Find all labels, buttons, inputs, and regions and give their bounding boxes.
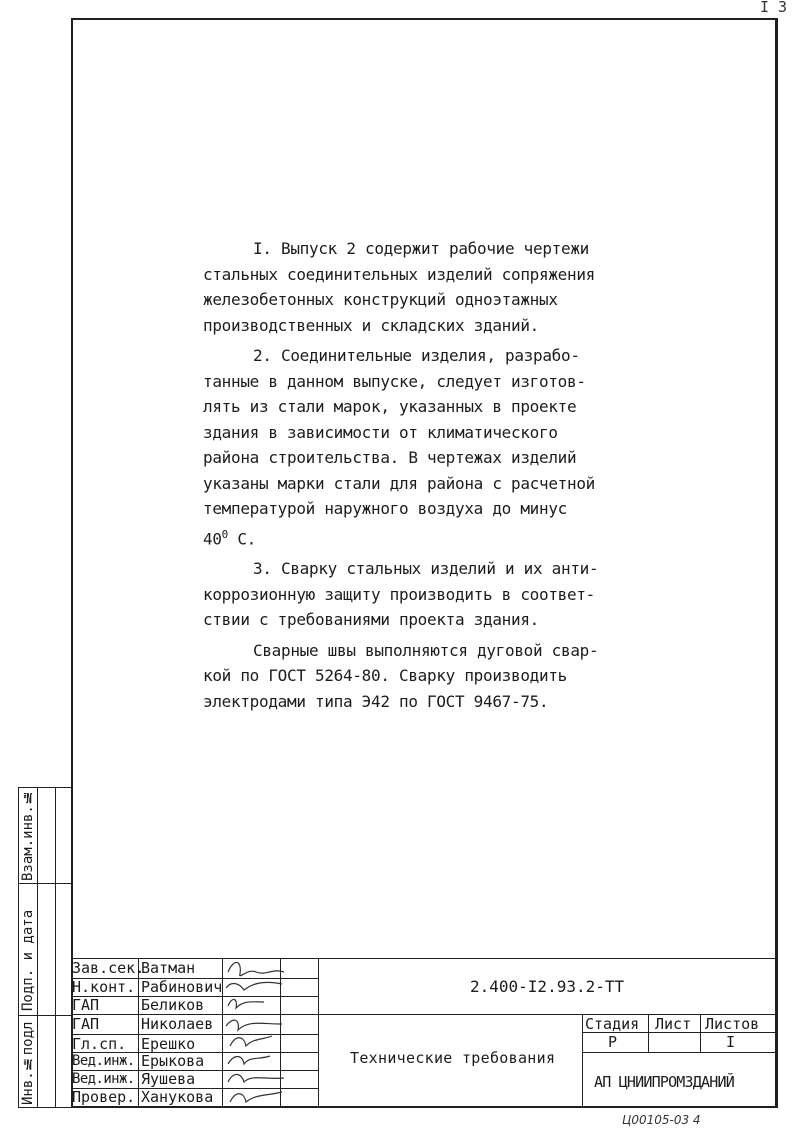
podp-data-label: Подп. и дата [20, 909, 36, 1011]
name-cell: Николаев [141, 1015, 214, 1033]
tb-divider [648, 1014, 649, 1052]
technical-requirements-text [203, 236, 643, 719]
strip-border [18, 787, 19, 1108]
tb-divider [700, 1014, 701, 1052]
role-cell: Вед.инж. [72, 1053, 135, 1069]
stage-header: Стадия [585, 1015, 640, 1033]
strip-divider [55, 787, 56, 1108]
strip-rule [18, 883, 71, 884]
text-line: лять из стали марок, указанных в проекте [203, 397, 577, 416]
tb-rule [582, 1052, 778, 1053]
role-cell: Н.конт. [72, 978, 136, 996]
strip-rule [18, 1015, 71, 1016]
signature-mark [230, 1092, 282, 1102]
paragraph-4 [203, 638, 643, 715]
signature-mark [228, 1074, 284, 1082]
role-cell: ГАП [72, 1015, 100, 1033]
vzam-inv-label: Взам.инв.№ [20, 789, 36, 881]
name-cell: Ватман [141, 959, 196, 977]
text-line: производственных и складских зданий. [203, 315, 539, 335]
text-line: температурой наружного воздуха до минус [203, 499, 567, 518]
paragraph-2 [203, 343, 643, 551]
sheet-header: Лист [655, 1015, 692, 1033]
signature-mark [228, 999, 264, 1008]
text-line: стальных соединительных изделий сопряжения [203, 264, 595, 284]
role-cell: Провер. [72, 1088, 136, 1106]
stage-value: Р [608, 1033, 618, 1051]
role-cell: ГАП [72, 996, 100, 1014]
sheets-header: Листов [705, 1015, 760, 1033]
signature-mark [230, 1036, 272, 1046]
text-line: Сварные швы выполняются дуговой свар- [253, 640, 599, 660]
text-line: района строительства. В чертежах изделий [203, 448, 577, 467]
name-cell: Ханукова [141, 1088, 214, 1106]
tb-divider [582, 1014, 583, 1108]
temperature-unit: С. [228, 528, 256, 548]
text-line: электродами типа Э42 по ГОСТ 9467-75. [203, 691, 549, 711]
text-line [153, 522, 643, 552]
text-line: 3. Сварку стальных изделий и их анти- [253, 559, 599, 579]
text-line: коррозионную защиту производить в соответ- [203, 584, 595, 604]
inv-podl-label: Инв.№подл [20, 1021, 36, 1105]
text-line: I. Выпуск 2 содержит рабочие чертежи [253, 239, 589, 258]
name-cell: Ерешко [141, 1035, 196, 1053]
text-line: танные в данном выпуске, следует изготов- [203, 371, 586, 391]
paragraph-3 [203, 556, 643, 633]
text-line: железобетонных конструкций одноэтажных [203, 290, 558, 309]
organization-name: АП ЦНИИПРОМЗДАНИЙ [594, 1073, 734, 1091]
signature-mark [226, 1020, 282, 1030]
name-cell: Беликов [141, 996, 205, 1014]
document-code: 2.400-I2.93.2-ТТ [470, 977, 625, 996]
document-title: Технические требования [350, 1049, 556, 1067]
temperature-value: 40 [203, 528, 222, 548]
strip-rule [18, 1107, 71, 1108]
sheets-value: I [726, 1033, 736, 1051]
name-cell: Ерыкова [141, 1052, 205, 1070]
tb-divider [318, 958, 319, 1108]
text-line: здания в зависимости от климатического [203, 422, 558, 442]
archive-footnote: Ц00105-03 4 [622, 1113, 701, 1127]
role-cell: Зав.сек. [72, 959, 145, 977]
side-stamp-strip [18, 787, 71, 1108]
signature-mark [228, 962, 284, 975]
paragraph-1 [203, 236, 643, 338]
page-number-fragment: I 3 [760, 0, 788, 16]
signature-mark [226, 982, 282, 990]
degree-superscript: 0 [221, 527, 228, 541]
name-cell: Яушева [141, 1070, 196, 1088]
signatures [222, 950, 290, 1110]
text-line: кой по ГОСТ 5264-80. Сварку производить [203, 666, 567, 686]
text-line: ствии с требованиями проекта здания. [203, 610, 539, 630]
text-line: 2. Соединительные изделия, разрабо- [253, 346, 580, 365]
strip-rule [18, 787, 71, 788]
text-line: указаны марки стали для района с расчетной [203, 473, 595, 493]
signature-mark [228, 1056, 270, 1064]
role-cell: Гл.сп. [72, 1035, 127, 1053]
strip-divider [37, 787, 38, 1108]
role-cell: Вед.инж. [72, 1071, 135, 1087]
tb-divider [138, 958, 139, 1108]
name-cell: Рабинович [141, 978, 223, 996]
